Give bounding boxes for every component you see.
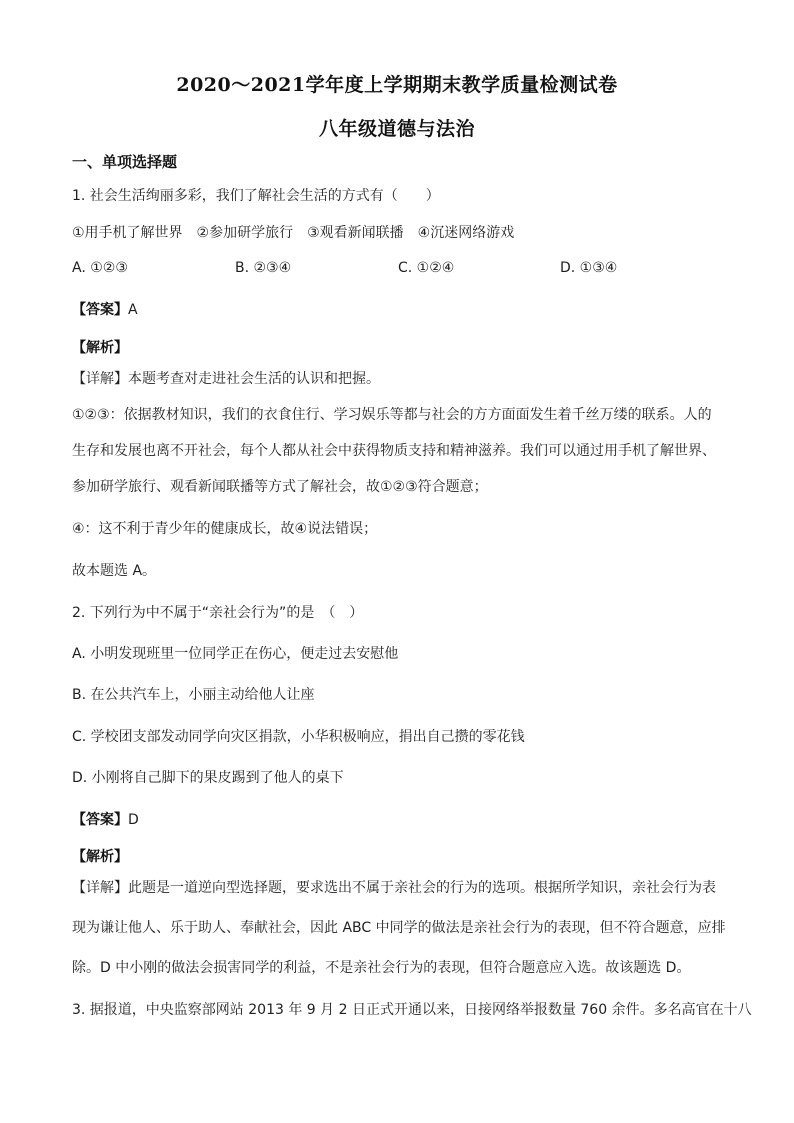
q2-option-c: C. 学校团支部发动同学向灾区捐款，小华积极响应，捐出自己攒的零花钱	[72, 729, 525, 745]
detail-text: 此题是一道逆向型选择题，要求选出不属于亲社会的行为的选项。根据所学知识，亲社会行为表	[128, 880, 716, 896]
q2-analysis-line: 现为谦让他人、乐于助人、奉献社会，因此 ABC 中同学的做法是亲社会行为的表现，但不符合题意，应排	[72, 920, 726, 936]
q2-option-b: B. 在公共汽车上，小丽主动给他人让座	[72, 687, 315, 703]
q2-analysis-tag	[72, 848, 128, 866]
q1-analysis-line: 故本题选 A。	[72, 563, 157, 579]
answer-value: D	[128, 812, 139, 828]
answer-tag: 【答案】	[72, 302, 128, 318]
q2-option-d: D. 小刚将自己脚下的果皮踢到了他人的桌下	[72, 770, 344, 786]
q3-stem: 3. 据报道，中央监察部网站 2013 年 9 月 2 日正式开通以来，日接网络举报数量 760 余件。多名高官在十八	[72, 1002, 752, 1018]
q2-detail	[72, 879, 716, 897]
q1-option-c: C. ①②④	[398, 260, 455, 276]
exam-title: 2020～2021学年度上学期期末教学质量检测试卷	[176, 74, 618, 96]
answer-tag: 【答案】	[72, 812, 128, 828]
q1-analysis-tag	[72, 339, 128, 357]
detail-tag: 【详解】	[72, 880, 128, 896]
q1-items: ①用手机了解世界 ②参加研学旅行 ③观看新闻联播 ④沉迷网络游戏	[72, 225, 515, 241]
q1-analysis-line: ④：这不利于青少年的健康成长，故④说法错误；	[72, 521, 378, 537]
detail-text: 本题考查对走进社会生活的认识和把握。	[128, 371, 380, 387]
q1-stem: 1. 社会生活绚丽多彩，我们了解社会生活的方式有（ ）	[72, 188, 440, 204]
analysis-tag: 【解析】	[72, 340, 128, 356]
analysis-tag: 【解析】	[72, 849, 128, 865]
q2-analysis-line: 除。D 中小刚的做法会损害同学的利益，不是亲社会行为的表现，但符合题意应入选。故该题选 D。	[72, 960, 691, 976]
q1-detail	[72, 370, 380, 388]
detail-tag: 【详解】	[72, 371, 128, 387]
q1-option-a: A. ①②③	[72, 260, 128, 276]
q1-analysis-line: 参加研学旅行、观看新闻联播等方式了解社会，故①②③符合题意；	[72, 479, 488, 495]
q1-option-b: B. ②③④	[235, 260, 292, 276]
q1-answer	[72, 301, 138, 319]
q1-option-d: D. ①③④	[560, 260, 618, 276]
answer-value: A	[128, 302, 138, 318]
q2-answer	[72, 811, 139, 829]
exam-subtitle: 八年级道德与法治	[318, 118, 475, 140]
section-heading: 一、单项选择题	[72, 153, 178, 171]
q1-analysis-line: ①②③：依据教材知识，我们的衣食住行、学习娱乐等都与社会的方方面面发生着千丝万缕的联系。人的	[72, 407, 712, 423]
q2-stem: 2. 下列行为中不属于“亲社会行为”的是 （ ）	[72, 605, 364, 621]
q1-analysis-line: 生存和发展也离不开社会，每个人都从社会中获得物质支持和精神滋养。我们可以通过用手机了解世界、	[72, 443, 716, 459]
q2-option-a: A. 小明发现班里一位同学正在伤心，便走过去安慰他	[72, 646, 399, 662]
